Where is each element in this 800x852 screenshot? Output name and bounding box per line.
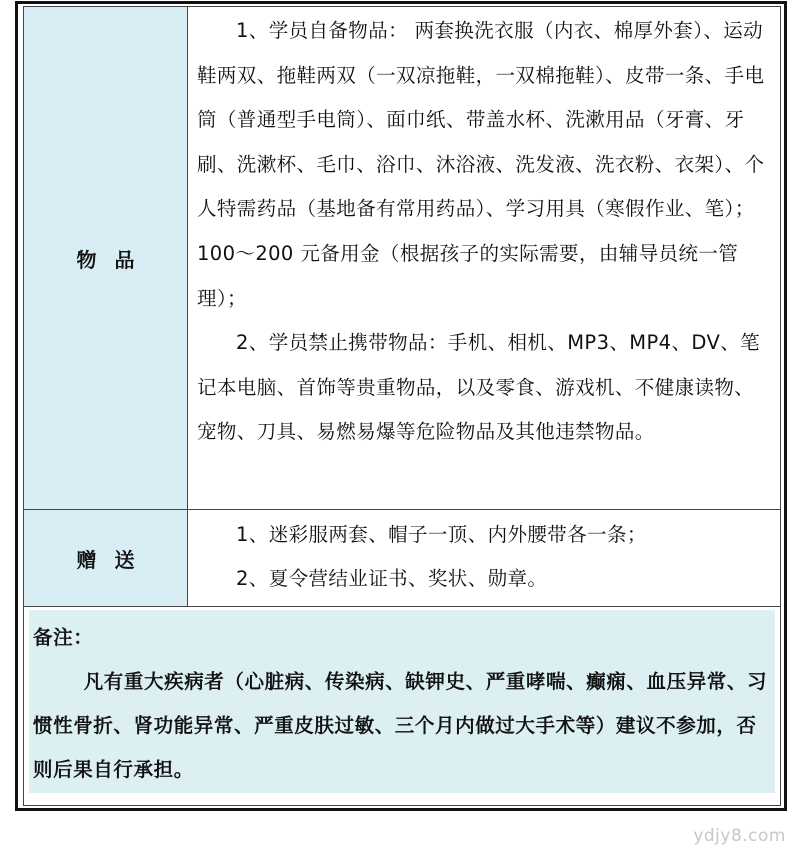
gift-paragraph-1: 1、迷彩服两套、帽子一顶、内外腰带各一条； (236, 523, 647, 546)
items-label: 物品 (24, 7, 188, 509)
gift-paragraph-2: 2、夏令营结业证书、奖状、勋章。 (236, 567, 548, 590)
gift-content (189, 510, 780, 606)
items-row (24, 7, 780, 510)
items-paragraph-1: 1、学员自备物品： 两套换洗衣服（内衣、棉厚外套）、运动鞋两双、拖鞋两双（一双凉拖鞋，一双棉拖鞋）、皮带一条、手电筒（普通型手电筒）、面巾纸、带盖水杯、洗漱用品（牙膏、牙刷、洗漱杯、毛巾、浴巾、沐浴液、洗发液、洗衣粉、衣架）、个人特需药品（基地备有常用药品）、学习用具（寒假作业、笔）；100～200 元备用金（根据孩子的实际需要，由辅导员统一管理）； (197, 19, 765, 310)
items-paragraph-2: 2、学员禁止携带物品：手机、相机、MP3、MP4、DV、笔记本电脑、首饰等贵重物品，以及零食、游戏机、不健康读物、宠物、刀具、易燃易爆等危险物品及其他违禁物品。 (197, 331, 760, 444)
notes-box (29, 610, 775, 793)
notes-row (24, 607, 780, 805)
info-table (23, 6, 781, 806)
items-content (189, 7, 780, 509)
notes-body: 凡有重大疾病者（心脏病、传染病、缺钾史、严重哮喘、癫痫、血压异常、习惯性骨折、肾功能异常、严重皮肤过敏、三个月内做过大手术等）建议不参加，否则后果自行承担。 (33, 670, 768, 781)
gift-label: 赠送 (24, 510, 188, 606)
watermark: ydjy8.com (693, 826, 786, 846)
notes-title: 备注： (33, 626, 94, 649)
gift-row (24, 510, 780, 607)
